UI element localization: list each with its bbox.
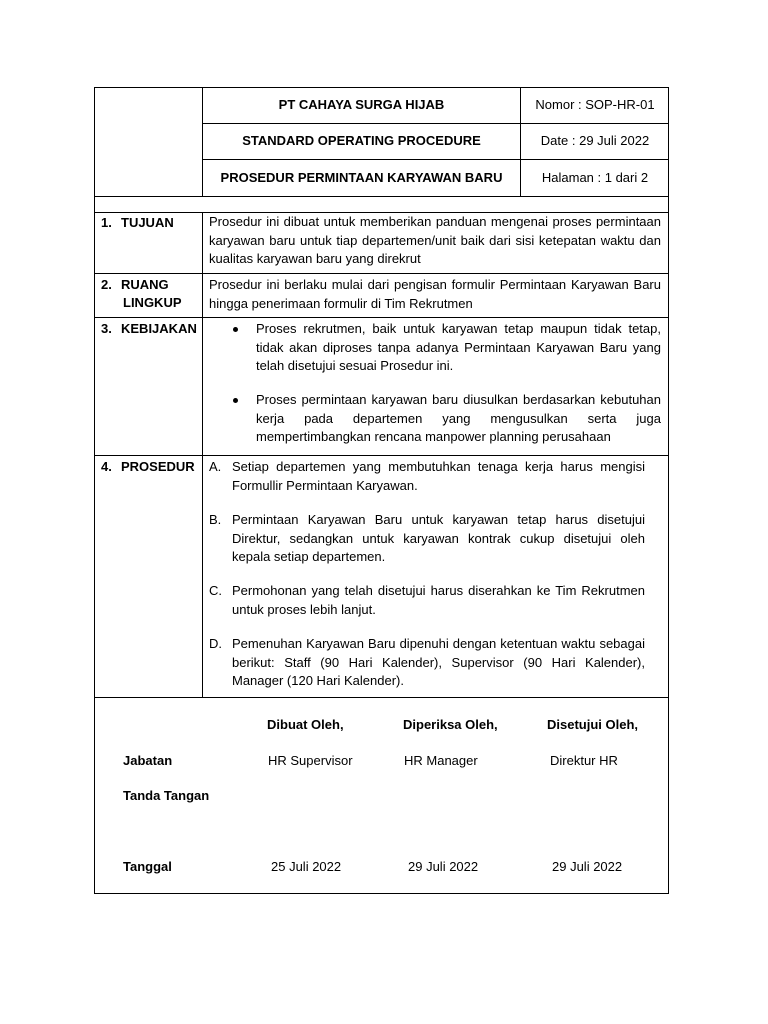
prosedur-marker: B. bbox=[209, 512, 222, 527]
section-label-ruang: RUANG bbox=[121, 277, 169, 292]
separator-line-5 bbox=[94, 455, 669, 456]
jabatan-value: HR Supervisor bbox=[268, 753, 353, 768]
jabatan-label: Jabatan bbox=[123, 753, 173, 768]
section-label-prosedur: PROSEDUR bbox=[121, 459, 195, 474]
prosedur-item: Permohonan yang telah disetujui harus diserahkan ke Tim Rekrutmen untuk proses lebih lanjut. bbox=[232, 583, 645, 617]
bullet-icon bbox=[233, 327, 238, 332]
prosedur-marker: D. bbox=[209, 636, 222, 651]
prosedur-item: Permintaan Karyawan Baru untuk karyawan tetap harus disetujui Direktur, sedangkan untuk karyawan kontrak cukup disetujui oleh kepala setiap departemen. bbox=[232, 512, 645, 564]
tanggal-value: 29 Juli 2022 bbox=[408, 859, 479, 874]
ruang-lingkup-text: Prosedur ini berlaku mulai dari pengisan formulir Permintaan Karyawan Baru hingga penerimaan formulir di Tim Rekrutmen bbox=[209, 277, 661, 311]
approval-header-dibuat: Dibuat Oleh, bbox=[267, 717, 344, 732]
doc-title: PROSEDUR PERMINTAAN KARYAWAN BARU bbox=[220, 170, 503, 185]
tanggal-value: 25 Juli 2022 bbox=[271, 859, 342, 874]
doc-number: Nomor : SOP-HR-01 bbox=[535, 97, 655, 112]
section-number-1: 1. bbox=[101, 215, 112, 230]
section-label-lingkup: LINGKUP bbox=[123, 295, 182, 310]
approval-header-disetujui: Disetujui Oleh, bbox=[547, 717, 639, 732]
section-label-tujuan: TUJUAN bbox=[121, 215, 174, 230]
approval-header-diperiksa: Diperiksa Oleh, bbox=[403, 717, 498, 732]
tanggal-label: Tanggal bbox=[123, 859, 172, 874]
bullet-icon bbox=[233, 398, 238, 403]
section-number-4: 4. bbox=[101, 459, 112, 474]
company-name: PT CAHAYA SURGA HIJAB bbox=[278, 97, 445, 112]
doc-date: Date : 29 Juli 2022 bbox=[540, 133, 650, 148]
section-label-kebijakan: KEBIJAKAN bbox=[121, 321, 197, 336]
section-number-3: 3. bbox=[101, 321, 112, 336]
separator-line-3 bbox=[94, 273, 669, 274]
jabatan-value: Direktur HR bbox=[550, 753, 618, 768]
separator-line-4 bbox=[94, 317, 669, 318]
tanggal-value: 29 Juli 2022 bbox=[552, 859, 623, 874]
doc-page: Halaman : 1 dari 2 bbox=[541, 170, 649, 185]
section-number-2: 2. bbox=[101, 277, 112, 292]
prosedur-item: Setiap departemen yang membutuhkan tenaga kerja harus mengisi Formullir Permintaan Karyawan. bbox=[232, 459, 645, 493]
kebijakan-item: Proses permintaan karyawan baru diusulkan berdasarkan kebutuhan kerja pada departemen yang mengusulkan serta juga mempertimbangkan rencana manpower planning perusahaan bbox=[256, 392, 661, 444]
section-col-line bbox=[202, 212, 203, 698]
header-row-line-2 bbox=[202, 159, 669, 160]
prosedur-marker: A. bbox=[209, 459, 222, 474]
tanda-tangan-label: Tanda Tangan bbox=[123, 788, 210, 803]
tujuan-text: Prosedur ini dibuat untuk memberikan panduan mengenai proses permintaan karyawan baru untuk tiap departemen/unit baik dari sisi ketepatan waktu dan kualitas karyawan baru yang direkrut bbox=[209, 214, 661, 266]
doc-type: STANDARD OPERATING PROCEDURE bbox=[242, 133, 481, 148]
kebijakan-item: Proses rekrutmen, baik untuk karyawan tetap maupun tidak tetap, tidak akan diproses tanpa adanya Permintaan Karyawan Baru yang telah disetujui sesuai Prosedur ini. bbox=[256, 321, 661, 373]
separator-line-1 bbox=[94, 196, 669, 197]
jabatan-value: HR Manager bbox=[404, 753, 478, 768]
separator-line-6 bbox=[94, 697, 669, 698]
prosedur-item: Pemenuhan Karyawan Baru dipenuhi dengan ketentuan waktu sebagai berikut: Staff (90 Hari Kalender), Supervisor (90 Hari Kalender), Manager (120 Hari Kalender). bbox=[232, 636, 645, 688]
prosedur-marker: C. bbox=[209, 583, 222, 598]
header-row-line-1 bbox=[202, 123, 669, 124]
